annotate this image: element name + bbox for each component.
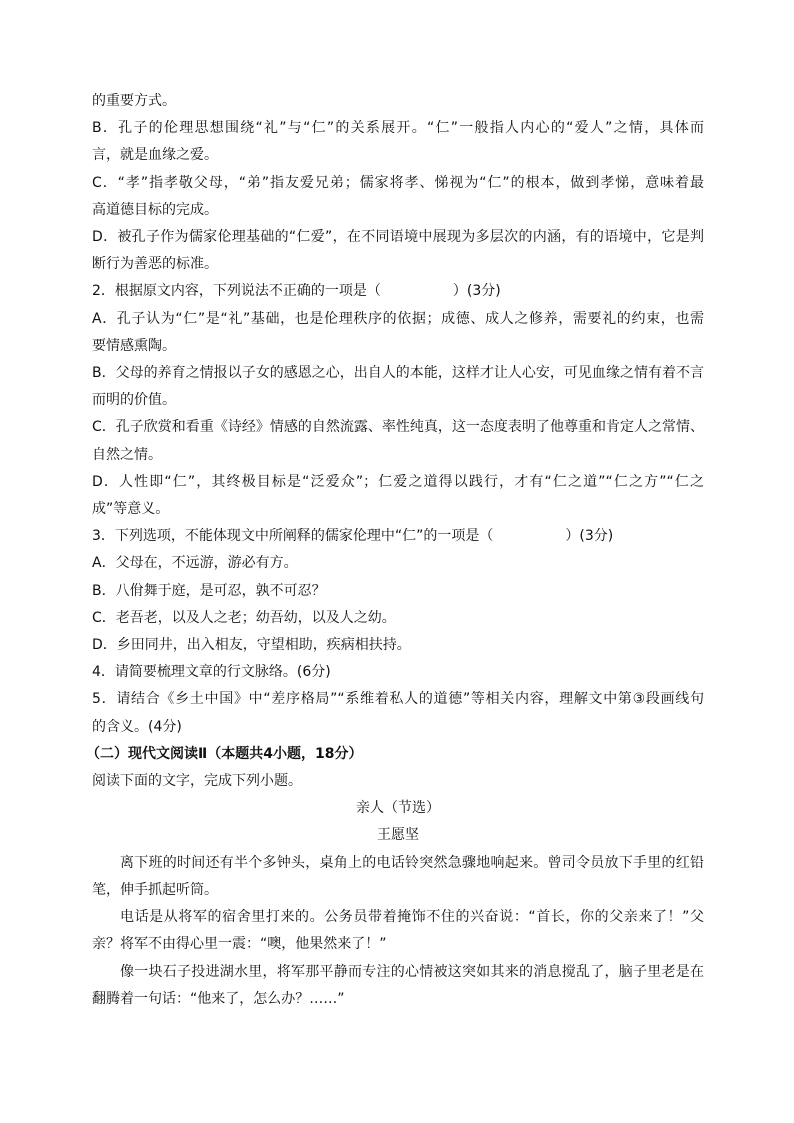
question-3-stem: [92, 523, 704, 550]
option-line: B．父母的养育之情报以子女的感恩之心，出自人的本能，这样才让人心安，可见血缘之情有着不言: [92, 365, 704, 382]
story-line: 翻腾着一句话：“他来了，怎么办？……”: [92, 990, 345, 1007]
option-line: 而明的价值。: [92, 392, 176, 409]
story-title: 亲人（节选）: [356, 800, 440, 817]
story-author: 王愿坚: [377, 827, 419, 844]
story-line: 像一块石子投进湖水里，将军那平静而专注的心情被这突如其来的消息搅乱了，脑子里老是在: [120, 963, 704, 980]
question-2-text: 2．根据原文内容，下列说法不正确的一项是（: [92, 283, 381, 300]
option-line: A．父母在，不远游，游必有方。: [92, 555, 298, 572]
option-line: 要情感熏陶。: [92, 337, 176, 354]
text-line: 断行为善恶的标准。: [92, 256, 218, 273]
option-line: C．孔子欣赏和看重《诗经》情感的自然流露、率性纯真，这一态度表明了他尊重和肯定人之常情、: [92, 419, 704, 436]
option-line: C．老吾老，以及人之老；幼吾幼，以及人之幼。: [92, 609, 396, 626]
section-heading: （二）现代文阅读Ⅱ（本题共4小题，18分）: [86, 745, 363, 762]
option-line: B．八佾舞于庭，是可忍，孰不可忍？: [92, 582, 326, 599]
question-2-score: ）(3分): [452, 283, 501, 300]
document-page: [86, 88, 704, 1013]
story-line: 亲？将军不由得心里一震：“噢，他果然来了！”: [92, 936, 387, 953]
question-2-stem: [92, 278, 704, 305]
option-line: D．人性即“仁”，其终极目标是“泛爱众”；仁爱之道得以践行，才有“仁之道”“仁之方”“仁之: [92, 473, 704, 490]
question-3-text: 3．下列选项，不能体现文中所阐释的儒家伦理中“仁”的一项是（: [92, 528, 494, 545]
text-line: D．被孔子作为儒家伦理基础的“仁爱”，在不同语境中展现为多层次的内涵，有的语境中，它是判: [92, 229, 704, 246]
story-line: 电话是从将军的宿舍里打来的。公务员带着掩饰不住的兴奋说：“首长，你的父亲来了！”父: [120, 909, 704, 926]
option-line: D．乡田同井，出入相友，守望相助，疾病相扶持。: [92, 637, 411, 654]
question-5-line: 5．请结合《乡土中国》中“差序格局”“系维着私人的道德”等相关内容，理解文中第③段画线句: [92, 691, 704, 708]
text-line: C．“孝”指孝敬父母，“弟”指友爱兄弟；儒家将孝、悌视为“仁”的根本，做到孝悌，意味着最: [92, 174, 704, 191]
question-3-score: ）(3分): [565, 528, 614, 545]
option-line: 自然之情。: [92, 446, 162, 463]
text-line: 高道德目标的完成。: [92, 201, 218, 218]
question-4: 4．请简要梳理文章的行文脉络。(6分): [92, 664, 331, 681]
text-line: 言，就是血缘之爱。: [92, 147, 218, 164]
text-line: 的重要方式。: [92, 93, 176, 109]
story-line: 笔，伸手抓起听筒。: [92, 881, 218, 898]
question-5-line: 的含义。(4分): [92, 718, 182, 735]
text-line: B．孔子的伦理思想围绕“礼”与“仁”的关系展开。“仁”一般指人内心的“爱人”之情，具体而: [92, 120, 704, 137]
story-line: 离下班的时间还有半个多钟头，桌角上的电话铃突然急骤地响起来。曾司令员放下手里的红铅: [120, 854, 704, 871]
option-line: 成”等意义。: [92, 501, 170, 518]
section-instruction: 阅读下面的文字，完成下列小题。: [92, 773, 302, 790]
option-line: A．孔子认为“仁”是“礼”基础，也是伦理秩序的依据；成德、成人之修养，需要礼的约束，也需: [92, 310, 704, 327]
